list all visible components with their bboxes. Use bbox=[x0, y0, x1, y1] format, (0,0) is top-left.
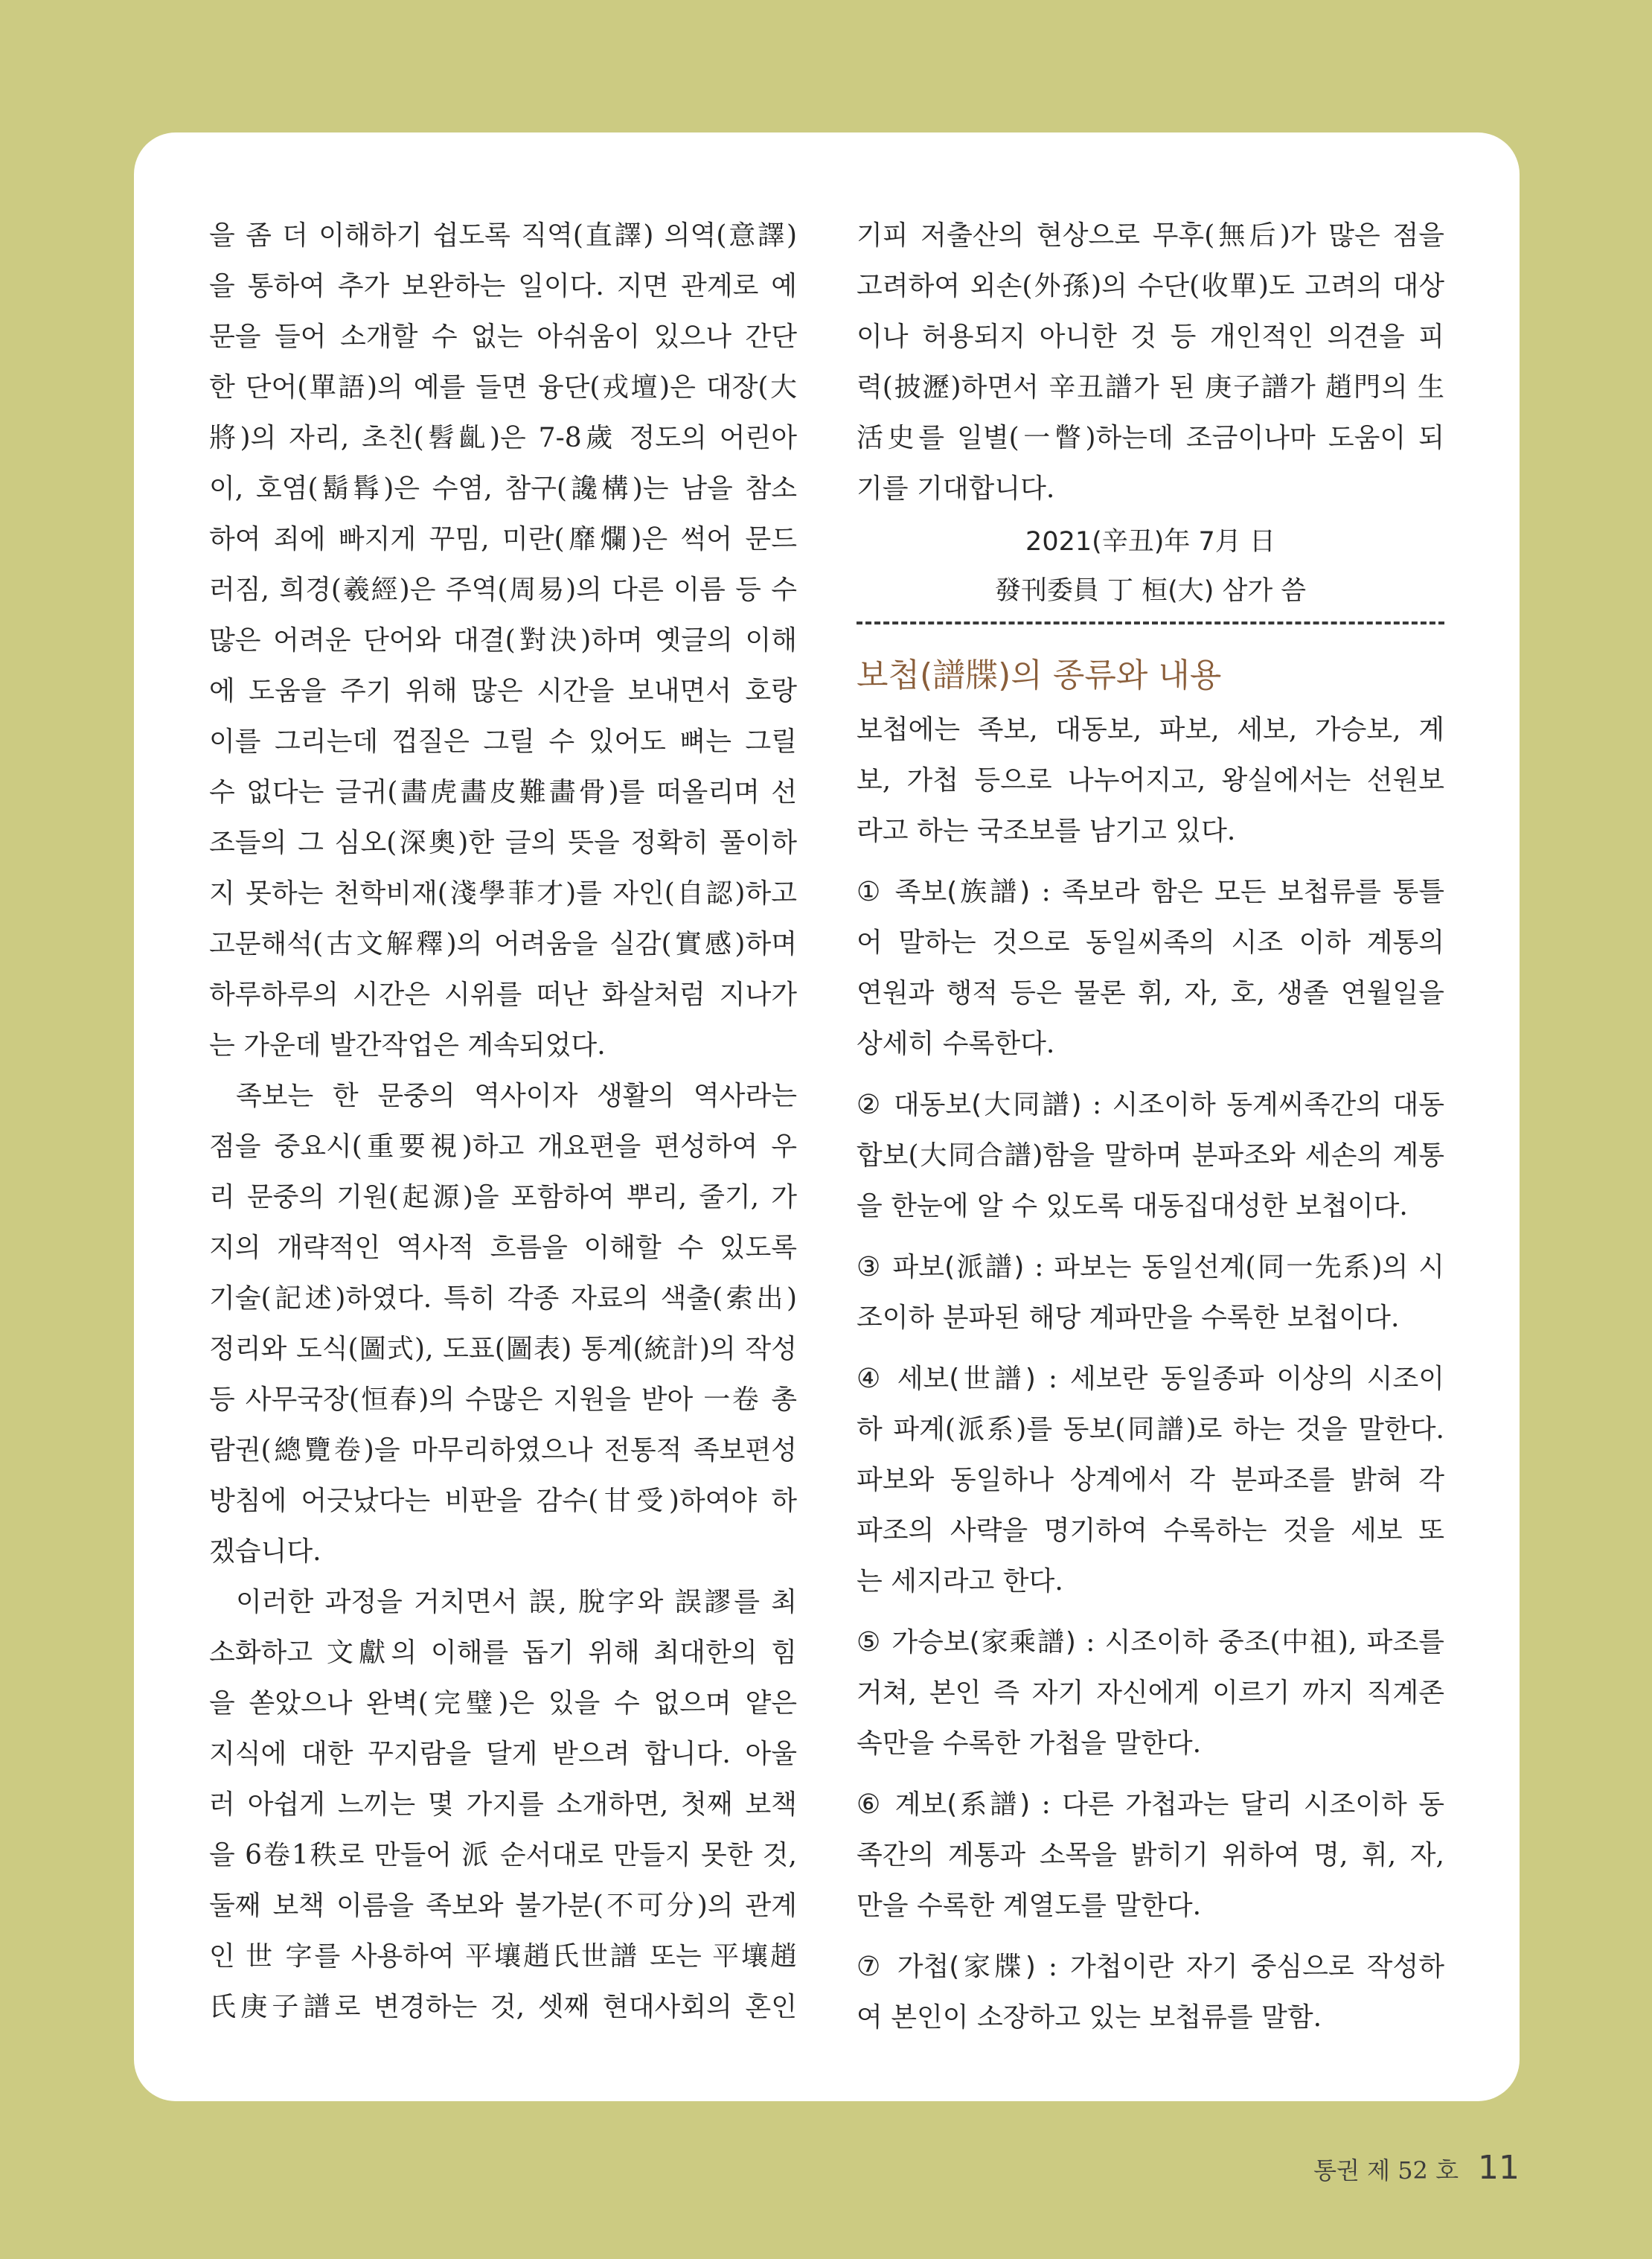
publication-date: 2021(辛丑)年 7月 日 bbox=[1025, 527, 1275, 557]
item-first-line bbox=[857, 867, 1444, 918]
text-line: 정리와 도식(圖式), 도표(圖表) 통계(統計)의 작성 bbox=[209, 1334, 797, 1364]
text-line: 리 문중의 기원(起源)을 포함하여 뿌리, 줄기, 가 bbox=[209, 1182, 797, 1212]
text-line: 이러한 과정을 거치면서 誤, 脫字와 誤謬를 최 bbox=[236, 1587, 797, 1617]
item-title: ② 대동보(大同譜) bbox=[857, 1090, 1082, 1120]
list-item bbox=[857, 867, 1444, 1070]
text-line: 겠습니다. bbox=[209, 1536, 321, 1567]
text-line: 족간의 계통과 소목을 밝히기 위하여 명, 휘, 자, bbox=[857, 1840, 1444, 1870]
text-line: 한 단어(單語)의 예를 들면 융단(戎壇)은 대장(大 bbox=[209, 372, 797, 403]
left-column bbox=[209, 211, 797, 2033]
item-title: ④ 세보(世譜) bbox=[857, 1364, 1036, 1394]
item-text: : 세보란 동일종파 이상의 시조이 bbox=[1035, 1364, 1445, 1394]
item-first-line bbox=[857, 1780, 1444, 1830]
text-line: 고려하여 외손(外孫)의 수단(收單)도 고려의 대상 bbox=[857, 271, 1444, 301]
item-title: ③ 파보(派譜) bbox=[857, 1252, 1025, 1282]
text-line: 하 파계(派系)를 동보(同譜)로 하는 것을 말한다. bbox=[857, 1414, 1444, 1445]
text-line: 을 6卷1秩로 만들어 派 순서대로 만들지 못한 것, bbox=[209, 1840, 797, 1870]
item-gap bbox=[857, 857, 1444, 867]
text-line: 어 말하는 것으로 동일씨족의 시조 이하 계통의 bbox=[857, 927, 1444, 958]
text-line: 많은 어려운 단어와 대결(對決)하며 옛글의 이해 bbox=[209, 625, 797, 656]
item-first-line bbox=[857, 1354, 1444, 1405]
item-text: : 시조이하 동계씨족간의 대동 bbox=[1081, 1090, 1445, 1120]
right-intro-text bbox=[857, 211, 1444, 514]
list-item bbox=[857, 1780, 1444, 1932]
text-line: 점을 중요시(重要視)하고 개요편을 편성하여 우 bbox=[209, 1131, 797, 1162]
signature: 發刊委員 丁 桓(大) 삼가 씀 bbox=[994, 576, 1307, 606]
text-line: 러짐, 희경(羲經)은 주역(周易)의 다른 이름 등 수 bbox=[209, 575, 797, 605]
text-line: 문을 들어 소개할 수 없는 아쉬움이 있으나 간단 bbox=[209, 322, 797, 352]
text-line: 活史를 일별(一瞥)하는데 조금이나마 도움이 되 bbox=[857, 423, 1444, 453]
item-first-line bbox=[857, 1617, 1444, 1668]
item-gap bbox=[857, 1607, 1444, 1617]
text-line: 하루하루의 시간은 시위를 떠난 화살처럼 지나가 bbox=[209, 980, 797, 1010]
item-gap bbox=[857, 1070, 1444, 1080]
text-line: 조들의 그 심오(深奧)한 글의 뜻을 정확히 풀이하 bbox=[209, 828, 797, 858]
text-line: 소화하고 文獻의 이해를 돕기 위해 최대한의 힘 bbox=[209, 1637, 797, 1668]
text-line: 이, 호염(鬍髥)은 수염, 참구(讒構)는 남을 참소 bbox=[209, 473, 797, 504]
item-text: : 가첩이란 자기 중심으로 작성하 bbox=[1035, 1952, 1445, 1982]
text-line: 파보와 동일하나 상계에서 각 분파조를 밝혀 각 bbox=[857, 1465, 1444, 1495]
page-number: 11 bbox=[1478, 2149, 1520, 2187]
item-text: : 파보는 동일선계(同一先系)의 시 bbox=[1024, 1252, 1445, 1282]
text-line: 연원과 행적 등은 물론 휘, 자, 호, 생졸 연월일을 bbox=[857, 978, 1444, 1009]
text-line: 을 통하여 추가 보완하는 일이다. 지면 관계로 예 bbox=[209, 271, 797, 301]
date-signature-block bbox=[857, 517, 1444, 616]
text-line: 將)의 자리, 초친(髫齓)은 7-8歲 정도의 어린아 bbox=[209, 423, 797, 453]
text-line: 둘째 보책 이름을 족보와 불가분(不可分)의 관계 bbox=[209, 1891, 797, 1921]
item-gap bbox=[857, 1932, 1444, 1942]
item-first-line bbox=[857, 1080, 1444, 1131]
content-card bbox=[134, 132, 1520, 2101]
list-item bbox=[857, 1617, 1444, 1769]
text-line: 지 못하는 천학비재(淺學菲才)를 자인(自認)하고 bbox=[209, 878, 797, 909]
text-line: 만을 수록한 계열도를 말한다. bbox=[857, 1891, 1202, 1921]
item-title: ⑤ 가승보(家乘譜) bbox=[857, 1627, 1076, 1658]
text-line: 람권(總覽卷)을 마무리하였으나 전통적 족보편성 bbox=[209, 1435, 797, 1466]
section-heading: 보첩(譜牒)의 종류와 내용 bbox=[857, 656, 1222, 694]
text-line: 여 본인이 소장하고 있는 보첩류를 말함. bbox=[857, 2002, 1322, 2033]
text-line: 라고 하는 국조보를 남기고 있다. bbox=[857, 816, 1236, 846]
text-line: 을 한눈에 알 수 있도록 대동집대성한 보첩이다. bbox=[857, 1191, 1408, 1221]
text-line: 족보는 한 문중의 역사이자 생활의 역사라는 bbox=[236, 1081, 797, 1111]
list-item bbox=[857, 1942, 1444, 2043]
text-line: 인 世 字를 사용하여 平壤趙氏世譜 또는 平壤趙 bbox=[209, 1941, 797, 1972]
text-line: 고문해석(古文解釋)의 어려움을 실감(實感)하며 bbox=[209, 929, 797, 959]
text-line: 러 아쉽게 느끼는 몇 가지를 소개하면, 첫째 보책 bbox=[209, 1789, 797, 1820]
text-line: 기술(記述)하였다. 특히 각종 자료의 색출(索出) bbox=[209, 1283, 797, 1314]
item-gap bbox=[857, 1769, 1444, 1780]
text-line: 에 도움을 주기 위해 많은 시간을 보내면서 호랑 bbox=[209, 676, 797, 706]
item-first-line bbox=[857, 1942, 1444, 1993]
text-line: 을 좀 더 이해하기 쉽도록 직역(直譯) 의역(意譯) bbox=[209, 220, 797, 251]
list-item bbox=[857, 1354, 1444, 1607]
text-line: 등 사무국장(恒春)의 수많은 지원을 받아 一卷 총 bbox=[209, 1384, 797, 1415]
text-line: 이나 허용되지 아니한 것 등 개인적인 의견을 피 bbox=[857, 322, 1444, 352]
text-line: 조이하 분파된 해당 계파만을 수록한 보첩이다. bbox=[857, 1303, 1400, 1333]
text-line: 는 세지라고 한다. bbox=[857, 1566, 1063, 1597]
text-line: 방침에 어긋났다는 비판을 감수(甘受)하여야 하 bbox=[209, 1486, 797, 1516]
text-line: 속만을 수록한 가첩을 말한다. bbox=[857, 1728, 1202, 1759]
item-title: ① 족보(族譜) bbox=[857, 877, 1031, 907]
right-column bbox=[857, 211, 1444, 2043]
text-line: 보, 가첩 등으로 나누어지고, 왕실에서는 선원보 bbox=[857, 765, 1444, 796]
list-item bbox=[857, 1080, 1444, 1232]
text-line: 보첩에는 족보, 대동보, 파보, 세보, 가승보, 계 bbox=[857, 715, 1444, 745]
item-text: : 다른 가첩과는 달리 시조이하 동 bbox=[1030, 1789, 1444, 1820]
text-line: 이를 그리는데 껍질은 그릴 수 있어도 뼈는 그릴 bbox=[209, 726, 797, 757]
text-line: 는 가운데 발간작업은 계속되었다. bbox=[209, 1030, 606, 1061]
text-line: 하여 죄에 빠지게 꾸밈, 미란(靡爛)은 썩어 문드 bbox=[209, 524, 797, 555]
list-item bbox=[857, 1242, 1444, 1343]
text-line: 거쳐, 본인 즉 자기 자신에게 이르기 까지 직계존 bbox=[857, 1678, 1444, 1708]
text-line: 을 쏟았으나 완벽(完璧)은 있을 수 없으며 얕은 bbox=[209, 1688, 797, 1719]
text-line: 수 없다는 글귀(畵虎畵皮難畵骨)를 떠올리며 선 bbox=[209, 777, 797, 808]
dashed-divider bbox=[857, 622, 1444, 624]
item-gap bbox=[857, 1343, 1444, 1354]
item-title: ⑦ 가첩(家牒) bbox=[857, 1952, 1036, 1982]
page-footer bbox=[1313, 2149, 1520, 2187]
text-line: 합보(大同合譜)함을 말하며 분파조와 세손의 계통 bbox=[857, 1140, 1444, 1171]
item-text: : 족보라 함은 모든 보첩류를 통틀 bbox=[1030, 877, 1444, 907]
text-line: 기를 기대합니다. bbox=[857, 473, 1055, 504]
text-line: 지식에 대한 꾸지람을 달게 받으려 합니다. 아울 bbox=[209, 1739, 797, 1769]
genealogy-types-list bbox=[857, 857, 1444, 2043]
text-line: 상세히 수록한다. bbox=[857, 1029, 1055, 1059]
text-line: 파조의 사략을 명기하여 수록하는 것을 세보 또 bbox=[857, 1515, 1444, 1546]
item-gap bbox=[857, 1232, 1444, 1242]
text-line: 기피 저출산의 현상으로 무후(無后)가 많은 점을 bbox=[857, 220, 1444, 251]
item-title: ⑥ 계보(系譜) bbox=[857, 1789, 1031, 1820]
text-line: 력(披瀝)하면서 辛丑譜가 된 庚子譜가 趙門의 生 bbox=[857, 372, 1444, 403]
item-text: : 시조이하 중조(中祖), 파조를 bbox=[1075, 1627, 1444, 1658]
text-line: 氏庚子譜로 변경하는 것, 셋째 현대사회의 혼인 bbox=[209, 1992, 797, 2022]
text-line: 지의 개략적인 역사적 흐름을 이해할 수 있도록 bbox=[209, 1233, 797, 1263]
item-first-line bbox=[857, 1242, 1444, 1293]
issue-label: 통권 제 52 호 bbox=[1313, 2156, 1459, 2185]
section-intro-text bbox=[857, 705, 1444, 857]
